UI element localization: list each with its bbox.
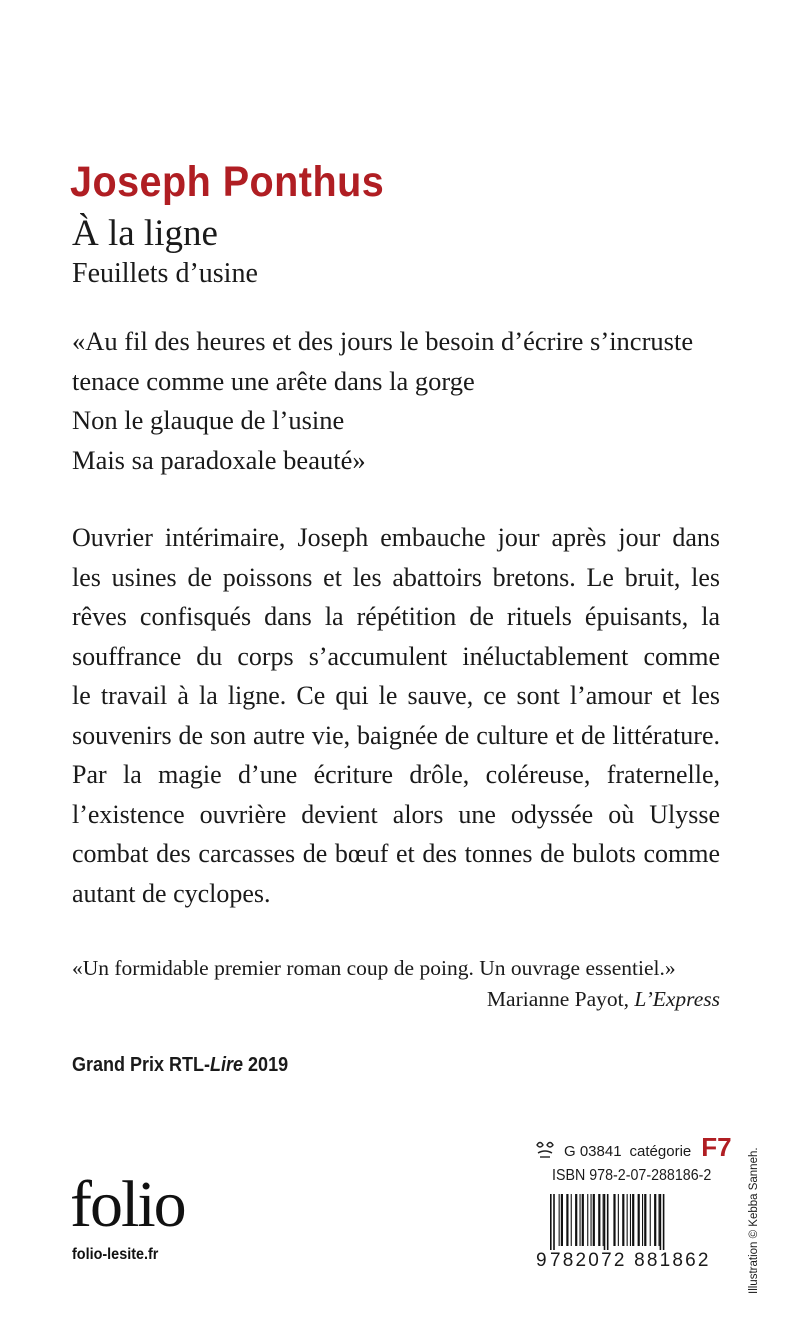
- award: [72, 1054, 288, 1077]
- blurb-line: l’existence ouvrière devient alors une odyssée où Ulysse: [72, 799, 720, 829]
- barcode-bars: [536, 1194, 726, 1254]
- barcode-bar: [644, 1194, 646, 1246]
- barcode-bar: [553, 1194, 555, 1254]
- barcode-bar: [603, 1194, 604, 1246]
- category-code: F7: [701, 1132, 732, 1162]
- book-title: À la ligne: [72, 213, 218, 254]
- quote-line: «Au fil des heures et des jours le besoin d’écrire s’incruste: [72, 326, 694, 356]
- award-italic: Lire: [210, 1054, 244, 1076]
- illustration-credit: Illustration © Kebba Sanneh.: [748, 1147, 760, 1294]
- blurb-line: souffrance du corps s’accumulent inéluctablement comme: [72, 641, 720, 671]
- press-source: [487, 983, 720, 1015]
- author-name: Joseph Ponthus: [70, 158, 385, 206]
- press-quote: «Un formidable premier roman coup de poing. Un ouvrage essentiel.»: [72, 956, 676, 980]
- quote-line: Non le glauque de l’usine: [72, 405, 345, 435]
- blurb-line: rêves confisqués dans la répétition de rituels épuisants, la: [72, 602, 720, 631]
- blurb-line: combat des carcasses de bœuf et des tonnes de bulots comme: [72, 839, 720, 868]
- barcode-bar: [663, 1194, 665, 1254]
- barcode-bar: [630, 1194, 631, 1246]
- barcode-bar: [642, 1194, 643, 1246]
- blurb-paragraph: [72, 518, 720, 913]
- barcode-bar: [613, 1194, 615, 1246]
- press-publication: L’Express: [634, 987, 720, 1011]
- blurb-line: les usines de poissons et les abattoirs bretons. Le bruit, les: [72, 562, 720, 592]
- award-suffix: 2019: [243, 1054, 289, 1076]
- barcode-bar: [587, 1194, 588, 1246]
- barcode: [536, 1194, 726, 1274]
- barcode-bar: [604, 1194, 606, 1254]
- award-prefix: Grand Prix RTL-: [72, 1054, 211, 1076]
- barcode-bar: [618, 1194, 619, 1246]
- barcode-bar: [580, 1194, 581, 1246]
- folio-logo: folio: [70, 1168, 185, 1241]
- blurb-line: Ouvrier intérimaire, Joseph embauche jour après jour dans: [72, 523, 720, 552]
- barcode-bar: [650, 1194, 651, 1246]
- barcode-bar: [582, 1194, 584, 1246]
- barcode-bar: [659, 1194, 660, 1246]
- category-label: catégorie: [629, 1143, 692, 1160]
- barcode-digits: 782072 881862: [550, 1250, 726, 1272]
- publisher-website: folio-lesite.fr: [72, 1246, 159, 1263]
- barcode-bar: [561, 1194, 563, 1246]
- barcode-bar: [566, 1194, 568, 1246]
- barcode-bar: [593, 1194, 595, 1246]
- barcode-bar: [550, 1194, 552, 1254]
- barcode-bar: [638, 1194, 640, 1246]
- gallimard-mark-icon: [534, 1138, 556, 1160]
- barcode-bar: [598, 1194, 600, 1246]
- barcode-bar: [571, 1194, 572, 1246]
- barcode-bar: [591, 1194, 592, 1246]
- barcode-bar: [575, 1194, 577, 1246]
- epigraph-quote: [72, 322, 752, 480]
- blurb-line: Par la magie d’une écriture drôle, coléreuse, fraternelle,: [72, 760, 720, 789]
- quote-line: tenace comme une arête dans la gorge: [72, 365, 475, 396]
- barcode-bar: [607, 1194, 609, 1254]
- barcode-bar: [660, 1194, 662, 1254]
- barcode-bar: [627, 1194, 628, 1246]
- blurb-line: souvenirs de son autre vie, baignée de culture et de littérature.: [72, 720, 720, 750]
- blurb-line: autant de cyclopes.: [72, 878, 271, 908]
- barcode-bar: [622, 1194, 624, 1246]
- blurb-line: le travail à la ligne. Ce qui le sauve, ce sont l’amour et les: [72, 681, 720, 710]
- isbn: ISBN 978-2-07-288186-2: [552, 1167, 712, 1184]
- barcode-bar: [654, 1194, 656, 1246]
- quote-line: Mais sa paradoxale beauté»: [72, 444, 366, 475]
- barcode-lead-digit: 9: [536, 1250, 547, 1271]
- barcode-bar: [632, 1194, 634, 1246]
- book-subtitle: Feuillets d’usine: [72, 258, 258, 289]
- catalog-line: [534, 1132, 732, 1162]
- barcode-bar: [559, 1194, 560, 1246]
- catalog-code: G 03841: [564, 1143, 622, 1160]
- press-author: Marianne Payot,: [486, 987, 635, 1011]
